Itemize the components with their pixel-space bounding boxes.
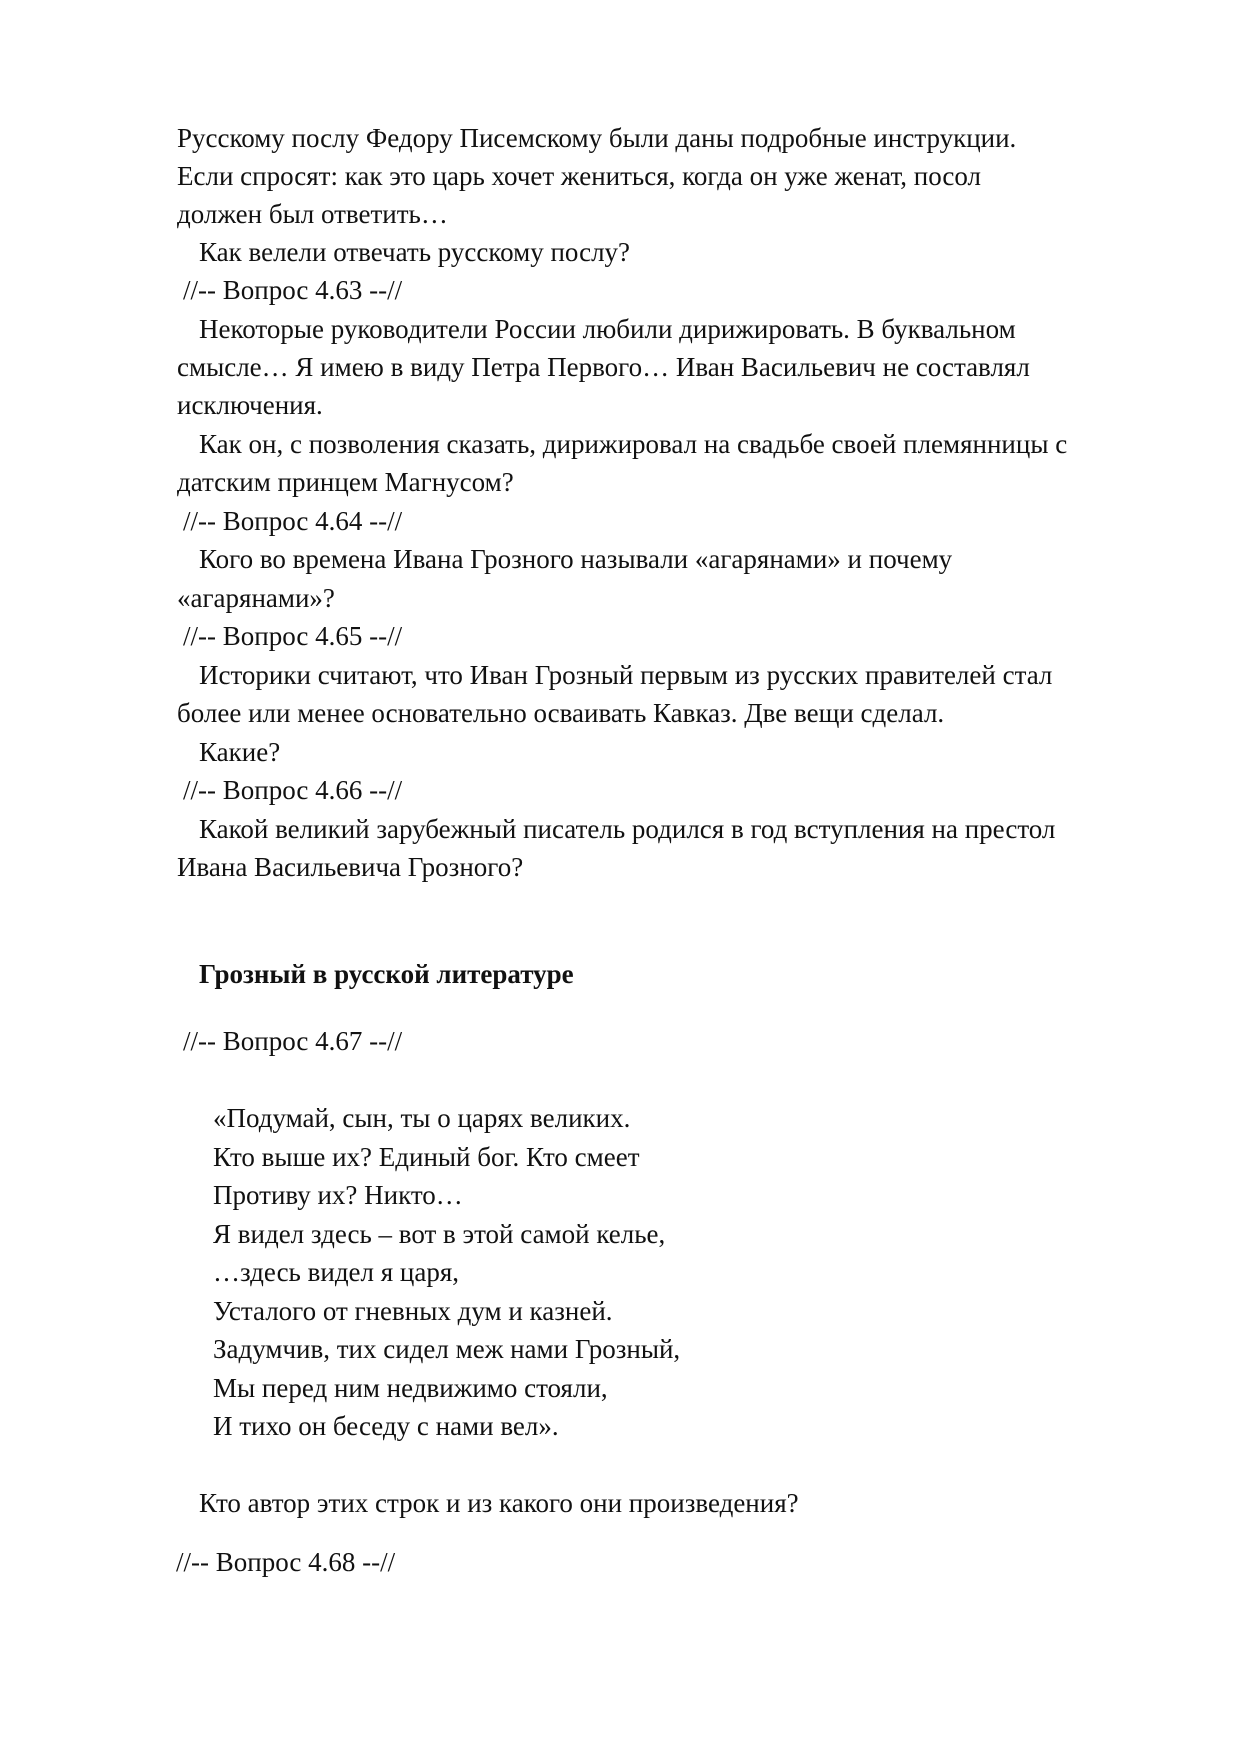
poem-line: Задумчив, тих сидел меж нами Грозный, bbox=[213, 1334, 681, 1364]
poem-line: Противу их? Никто… bbox=[213, 1180, 463, 1210]
poem-line: «Подумай, сын, ты о царях великих. bbox=[213, 1103, 631, 1133]
paragraph-line: Русскому послу Федору Писемскому были даны подробные инструкции. bbox=[177, 123, 1017, 153]
question-text: датским принцем Магнусом? bbox=[177, 467, 514, 497]
poem-line: …здесь видел я царя, bbox=[213, 1257, 460, 1287]
poem-line: Кто выше их? Единый бог. Кто смеет bbox=[213, 1142, 640, 1172]
paragraph-line: Историки считают, что Иван Грозный первым из русских правителей стал bbox=[199, 660, 1053, 690]
question-text: Какой великий зарубежный писатель родился в год вступления на престол bbox=[199, 814, 1056, 844]
paragraph-line: исключения. bbox=[177, 390, 323, 420]
poem-line: И тихо он беседу с нами вел». bbox=[213, 1411, 559, 1441]
paragraph-line: Некоторые руководители России любили дирижировать. В буквальном bbox=[199, 314, 1016, 344]
poem-line: Я видел здесь – вот в этой самой келье, bbox=[213, 1219, 666, 1249]
question-separator: //-- Вопрос 4.65 --// bbox=[183, 621, 403, 651]
question-separator: //-- Вопрос 4.63 --// bbox=[183, 275, 403, 305]
poem-line: Мы перед ним недвижимо стояли, bbox=[213, 1373, 608, 1403]
question-text: «агарянами»? bbox=[177, 583, 335, 613]
paragraph-line: смысле… Я имею в виду Петра Первого… Иван Васильевич не составлял bbox=[177, 352, 1030, 382]
section-heading: Грозный в русской литературе bbox=[199, 959, 574, 989]
question-text: Кого во времена Ивана Грозного называли «агарянами» и почему bbox=[199, 544, 953, 574]
question-text: Как велели отвечать русскому послу? bbox=[199, 237, 631, 267]
paragraph-line: должен был ответить… bbox=[177, 199, 448, 229]
question-text: Как он, с позволения сказать, дирижировал на свадьбе своей племянницы с bbox=[199, 429, 1068, 459]
paragraph-line: Если спросят: как это царь хочет жениться, когда он уже женат, посол bbox=[177, 161, 981, 191]
question-separator: //-- Вопрос 4.66 --// bbox=[183, 775, 403, 805]
poem-line: Усталого от гневных дум и казней. bbox=[213, 1296, 613, 1326]
paragraph-line: более или менее основательно осваивать Кавказ. Две вещи сделал. bbox=[177, 698, 945, 728]
question-separator: //-- Вопрос 4.64 --// bbox=[183, 506, 403, 536]
question-text: Ивана Васильевича Грозного? bbox=[177, 852, 524, 882]
question-text: Кто автор этих строк и из какого они произведения? bbox=[199, 1488, 799, 1518]
question-separator: //-- Вопрос 4.67 --// bbox=[183, 1026, 403, 1056]
question-text: Какие? bbox=[199, 737, 281, 767]
question-separator: //-- Вопрос 4.68 --// bbox=[176, 1547, 396, 1577]
